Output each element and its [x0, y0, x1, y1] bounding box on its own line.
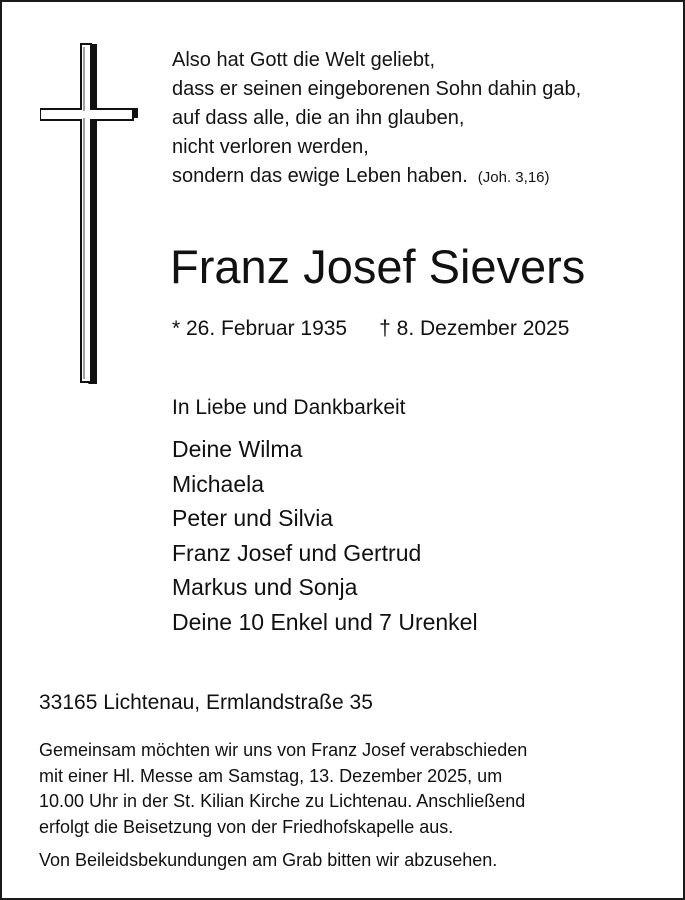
- funeral-details-line: Gemeinsam möchten wir uns von Franz Josef verabschieden: [39, 740, 528, 760]
- birth-date: * 26. Februar 1935: [172, 317, 348, 340]
- mourners-intro: In Liebe und Dankbarkeit: [172, 396, 406, 419]
- mourner-name: Peter und Silvia: [172, 505, 334, 531]
- mourner-name: Michaela: [172, 470, 265, 497]
- funeral-details-line: mit einer Hl. Messe am Samstag, 13. Dezember 2025, um: [39, 765, 503, 786]
- mourners-list: [172, 432, 652, 639]
- mourner-name: Deine 10 Enkel und 7 Urenkel: [172, 608, 478, 635]
- verse-line: dass er seinen eingeborenen Sohn dahin gab,: [172, 78, 582, 100]
- verse-line-last: [172, 162, 667, 192]
- condolence-note: Von Beileidsbekundungen am Grab bitten wir abzusehen.: [39, 850, 498, 870]
- mourner-name: Franz Josef und Gertrud: [172, 539, 422, 566]
- verse-line: nicht verloren werden,: [172, 136, 369, 158]
- death-date: † 8. Dezember 2025: [379, 317, 570, 340]
- bible-verse: [172, 46, 667, 192]
- verse-line: Also hat Gott die Welt geliebt,: [172, 49, 436, 71]
- mourner-name: Deine Wilma: [172, 436, 303, 462]
- life-dates: [172, 314, 672, 344]
- verse-line: auf dass alle, die an ihn glauben,: [172, 107, 465, 129]
- funeral-details-line: erfolgt die Beisetzung von der Friedhofskapelle aus.: [39, 816, 454, 837]
- funeral-details-line: 10.00 Uhr in der St. Kilian Kirche zu Lichtenau. Anschließend: [39, 791, 526, 811]
- family-address: 33165 Lichtenau, Ermlandstraße 35: [39, 691, 373, 714]
- funeral-details: [39, 738, 659, 840]
- mourner-name: Markus und Sonja: [172, 574, 358, 600]
- verse-line: sondern das ewige Leben haben.: [172, 165, 468, 187]
- verse-reference: (Joh. 3,16): [477, 169, 550, 186]
- cross-icon: [40, 42, 138, 384]
- deceased-name: Franz Josef Sievers: [170, 240, 586, 293]
